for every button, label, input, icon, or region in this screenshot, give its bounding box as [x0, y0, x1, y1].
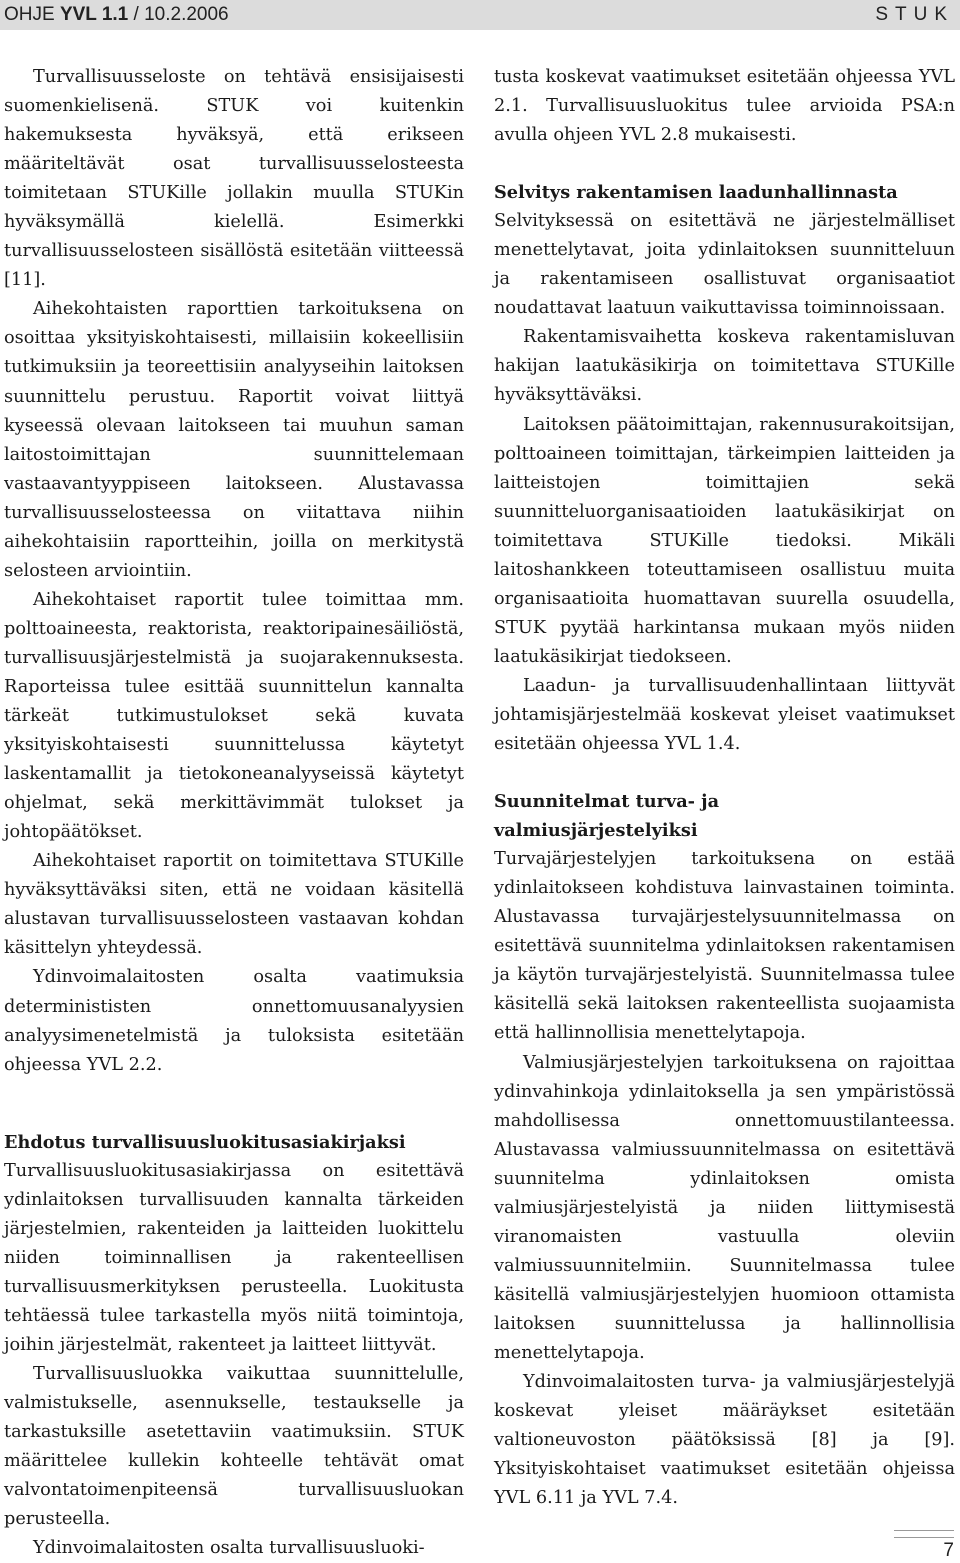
paragraph: Selvityksessä on esitettävä ne järjestelmälliset menettelytavat, joita ydinlaitoksen suunnitteluun ja rakentamiseen osallistuvat organisaatiot noudattavat laatuun vaikuttavissa toiminnoissaan.: [494, 211, 955, 319]
section-heading: Ehdotus turvallisuusluokitusasiakirjaksi: [4, 1131, 406, 1153]
paragraph: Laitoksen päätoimittajan, rakennusurakoitsijan, polttoaineen toimittajan, tärkeimpien laitteiden ja laitteistojen toimittajien sekä suunnitteluorganisaatioiden laatukäsikirjat on toimitettava STUKille tiedoksi. Mikäli laitoshankkeen toteuttamiseen osallistuu muita organisaatioita huomattavan suurella osuudella, STUK pyytää harkintansa mukaan myös niiden laatukäsikirjat tiedokseen.: [494, 414, 955, 667]
section-heading: Suunnitelmat turva- ja valmiusjärjestelyiksi: [494, 791, 720, 842]
paragraph: Ydinvoimalaitosten osalta turvallisuusluoki-: [33, 1538, 425, 1559]
paragraph: Laadun- ja turvallisuudenhallintaan liittyvät johtamisjärjestelmää koskevat yleiset vaatimukset esitetään ohjeessa YVL 1.4.: [494, 675, 955, 755]
paragraph: Valmiusjärjestelyjen tarkoituksena on rajoittaa ydinvahinkoja ydinlaitoksella ja sen ympäristössä mahdollisessa onnettomuustilanteessa. Alustavassa valmiussuunnitelmassa on esitettävä suunnitelma ydinlaitoksen omista valmiusjärjestelyistä ja niiden liittymisestä viranomaisten vastuulla oleviin valmiussuunnitelmiin. Suunnitelmassa tulee käsitellä valmiusjärjestelyjen huomioon ottamista laitoksen suunnittelussa ja hallinnollisia menettelytapoja.: [494, 1052, 955, 1363]
paragraph: Turvajärjestelyjen tarkoituksena on estää ydinlaitokseen kohdistuva lainvastainen toiminta. Alustavassa turvajärjestelysuunnitelmassa on esitettävä suunnitelma ydinlaitoksen rakentamisen ja käytön turvajärjestelyistä. Suunnitelmassa tulee käsitellä sekä laitoksen rakenteellista suojaamista että hallinnollisia menettelytapoja.: [494, 849, 955, 1044]
guide-id: YVL 1.1: [59, 4, 129, 25]
paragraph: Ydinvoimalaitosten turva- ja valmiusjärjestelyjä koskevat yleiset määräykset esitetään valtioneuvoston päätöksissä [8] ja [9]. Yksityiskohtaiset vaatimukset esitetään ohjeissa YVL 6.11 ja YVL 7.4.: [494, 1372, 955, 1509]
left-column: [4, 63, 464, 1563]
guide-prefix: OHJE: [4, 4, 60, 25]
paragraph: Turvallisuusseloste on tehtävä ensisijaisesti suomenkielisenä. STUK voi kuitenkin hakemuksesta hyväksyä, että erikseen määriteltävät osat turvallisuusselosteesta toimitetaan STUKille jollakin muulla STUKin hyväksymällä kielellä. Esimerkki turvallisuusselosteen sisällöstä esitetään viitteessä [11].: [4, 67, 464, 291]
guide-reference: [4, 0, 229, 30]
guide-date: / 10.2.2006: [128, 4, 229, 25]
publisher-name: STUK: [875, 4, 954, 25]
footer-rule: [894, 1530, 954, 1538]
paragraph: Turvallisuusluokka vaikuttaa suunnittelulle, valmistukselle, asennukselle, testaukselle ja tarkastuksille asetettaviin vaatimuksiin. STUK määrittelee kullekin kohteelle tehtävät omat valvontatoimenpiteensä turvallisuusluokan perusteella.: [4, 1364, 464, 1530]
paragraph: Rakentamisvaihetta koskeva rakentamisluvan hakijan laatukäsikirja on toimitettava STUKille hyväksyttäväksi.: [494, 327, 955, 406]
paragraph: Aihekohtaiset raportit tulee toimittaa mm. polttoaineesta, reaktorista, reaktoripainesäiliöstä, turvallisuusjärjestelmistä ja suojarakennuksesta. Raporteissa tulee esittää suunnittelun kannalta tärkeät tutkimustulokset sekä kuvata yksityiskohtaisesti suunnittelussa käytetyt laskentamallit ja tietokoneanalyyseissä käytetyt ohjelmat, sekä merkittävimmät tulokset ja johtopäätökset.: [4, 589, 464, 843]
paragraph: Aihekohtaiset raportit on toimitettava STUKille hyväksyttäväksi siten, että ne voidaan käsitellä alustavan turvallisuusselosteen vastaavan kohdan käsittelyn yhteydessä.: [4, 851, 464, 959]
right-column: [494, 63, 955, 1513]
paragraph: Aihekohtaisten raporttien tarkoituksena on osoittaa yksityiskohtaisesti, millaisiin kokeellisiin tutkimuksiin ja teoreettisiin analyyseihin laitoksen suunnittelu perustuu. Raportit voivat liittyä kyseessä olevaan laitokseen tai muuhun saman laitostoimittajan suunnittelemaan vastaavantyyppiseen laitokseen. Alustavassa turvallisuusselosteessa on viitattava niihin aihekohtaisiin raportteihin, joilla on merkitystä selosteen arviointiin.: [4, 299, 464, 581]
section-heading: Selvitys rakentamisen laadunhallinnasta: [494, 182, 898, 204]
page-number: 7: [943, 1540, 954, 1561]
paragraph: Turvallisuusluokitusasiakirjassa on esitettävä ydinlaitoksen turvallisuuden kannalta tärkeiden järjestelmien, rakenteiden ja laitteiden luokittelu niiden toiminnallisen ja rakenteellisen turvallisuusmerkityksen perusteella. Luokitusta tehtäessä tulee tarkastella myös niitä toimintoja, joihin järjestelmät, rakenteet ja laitteet liittyvät.: [4, 1160, 464, 1355]
paragraph: Ydinvoimalaitosten osalta vaatimuksia determinististen onnettomuusanalyysien analyysimenetelmistä ja tuloksista esitetään ohjeessa YVL 2.2.: [4, 967, 464, 1075]
paragraph: tusta koskevat vaatimukset esitetään ohjeessa YVL 2.1. Turvallisuusluokitus tulee arvioida PSA:n avulla ohjeen YVL 2.8 mukaisesti.: [494, 67, 955, 146]
page-header: [0, 0, 960, 30]
